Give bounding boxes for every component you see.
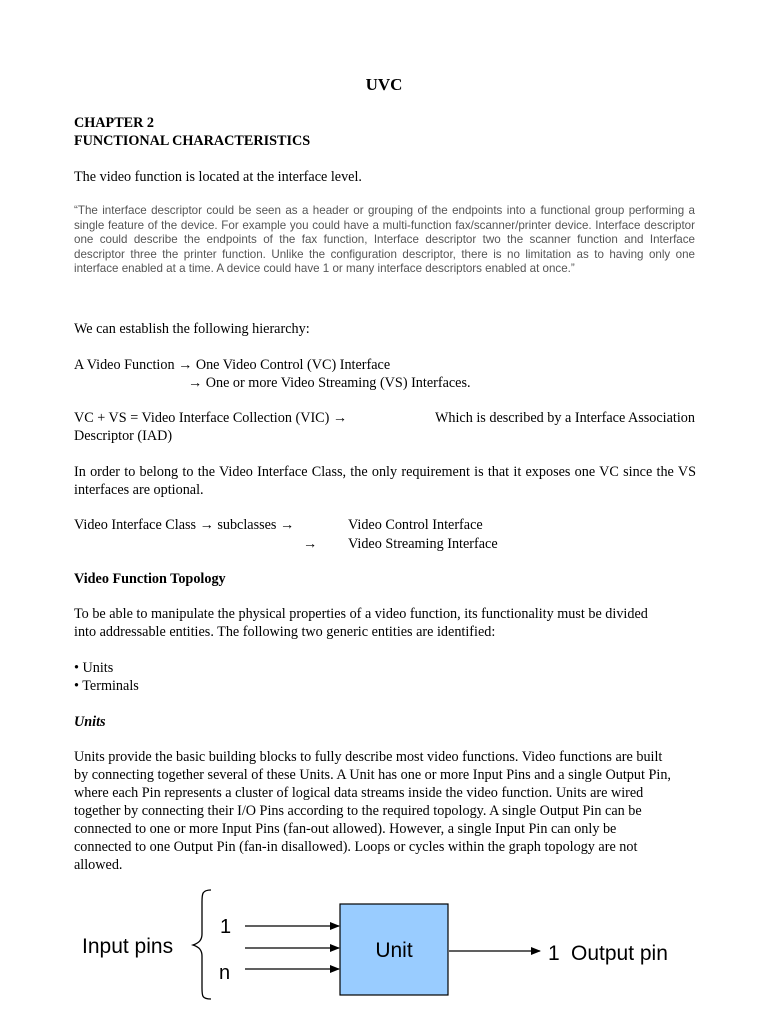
input-brace [193, 890, 211, 999]
output-pin-label: Output pin [571, 942, 668, 965]
entity-terminals: • Terminals [74, 678, 139, 694]
chapter-title: FUNCTIONAL CHARACTERISTICS [74, 133, 311, 149]
document-title: UVC [365, 75, 403, 94]
subclass-video-control: Video Control Interface [348, 517, 483, 533]
hierarchy-line-2: → One or more Video Streaming (VS) Interfaces. [188, 375, 471, 391]
intro-text: The video function is located at the interface level. [74, 169, 362, 185]
topology-heading: Video Function Topology [74, 571, 226, 587]
units-heading: Units [74, 714, 106, 730]
vic-descriptor: Descriptor (IAD) [74, 428, 173, 444]
subclass-video-streaming: Video Streaming Interface [348, 536, 498, 552]
chapter-number: CHAPTER 2 [74, 115, 155, 131]
units-text: Units provide the basic building blocks to fully describe most video functions. Video functions are built by connecting together several of these Units. A Unit has one or more Input Pins and a single Output Pin, where each Pin represents a cluster of logical data streams inside the video function. Units are wired together by connecting their I/O Pins according to the required topology. A single Output Pin can be connected to one or more Input Pins (fan-out allowed). However, a single Input Pin can only be connected to one Output Pin (fan-in disallowed). Loops or cycles within the graph topology are not allowed. [74, 749, 671, 873]
subclasses-label: Video Interface Class → subclasses → [74, 517, 295, 533]
pin-last-label: n [219, 962, 231, 984]
class-requirement: In order to belong to the Video Interface Class, the only requirement is that it exposes one VC since the VS interfaces are optional. [74, 464, 696, 498]
input-pins-label: Input pins [82, 935, 174, 958]
topology-text: To be able to manipulate the physical properties of a video function, its functionality must be divided into addressable entities. The following two generic entities are identified: [74, 606, 648, 640]
hierarchy-line-1: A Video Function → One Video Control (VC) Interface [74, 357, 391, 373]
subclass-arrow: → [303, 536, 318, 552]
unit-diagram [0, 880, 768, 1024]
hierarchy-intro: We can establish the following hierarchy: [74, 321, 310, 337]
vic-description: Which is described by a Interface Association [434, 410, 695, 426]
unit-label: Unit [375, 939, 413, 962]
entity-units: • Units [74, 660, 114, 676]
quote-block: “The interface descriptor could be seen as a header or grouping of the endpoints into a functional group performing a single feature of the device. For example you could have a multi-function fax/scanner/printer device. Interface descriptor one could describe the endpoints of the fax function, Interface descriptor two the scanner function and Interface descriptor three the printer function. Unlike the configuration descriptor, there is no limitation as to having only one interface enabled at a time. A device could have 1 or many interface descriptors enabled at once.” [74, 204, 695, 276]
vic-definition: VC + VS = Video Interface Collection (VIC) → [74, 410, 348, 426]
pin-first-label: 1 [220, 916, 232, 938]
output-number: 1 [548, 942, 560, 965]
